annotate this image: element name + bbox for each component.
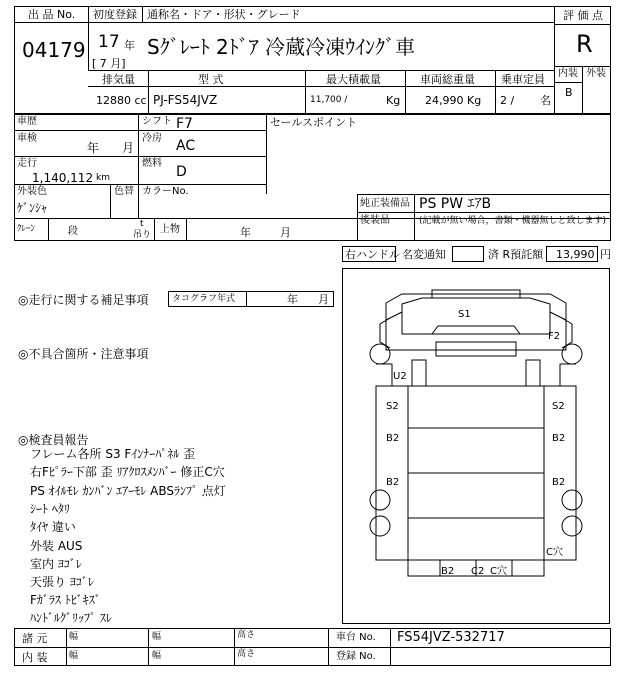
score-label: 評 価 点 [563, 9, 603, 22]
damage-mark: B2 [441, 566, 455, 577]
max-load-label: 最大積載量 [326, 73, 381, 86]
interior-row-label: 内 装 [22, 651, 48, 664]
displacement-label: 排気量 [102, 73, 135, 86]
lot-number: 04179 [22, 38, 86, 62]
crane-label: ｸﾚｰﾝ [17, 224, 36, 234]
crane-hang: 吊り [133, 230, 152, 240]
interior-label: 内装 [558, 68, 578, 79]
car-name: Sｸﾞﾚｰﾄ 2ﾄﾞｱ 冷蔵冷凍ｳｲﾝｸﾞ車 [147, 35, 416, 59]
reg-year: 17 [98, 32, 120, 52]
inspector-report-label: ◎検査員報告 [18, 433, 89, 447]
specs-label: 諸 元 [22, 632, 48, 645]
displacement-value: 12880 cc [96, 94, 147, 107]
tacho-year: 年 [287, 293, 298, 306]
mileage-value: 1,140,112 [32, 171, 94, 185]
inspector-line: ﾊﾝﾄﾞﾙｸﾞﾘｯﾌﾟ ｽﾚ [30, 611, 112, 625]
model-label: 型 式 [198, 73, 224, 86]
reg-month: [ 7 月] [92, 57, 126, 70]
dims-label-1: 幅 [69, 632, 79, 642]
inspection-year: 年 [87, 141, 100, 155]
recycle-amount: 13,990 [556, 248, 595, 261]
height-label-1: 高さ [237, 630, 256, 640]
history-label: 車歴 [17, 116, 37, 127]
shift-label: シフト [142, 116, 172, 127]
damage-mark: F2 [548, 331, 561, 342]
max-load-value: 11,700 / [310, 95, 348, 105]
driving-notes-label: ◎走行に関する補足事項 [18, 293, 149, 307]
inspection-label: 車検 [17, 133, 37, 144]
score-value: R [576, 30, 593, 58]
damage-mark: C穴 [490, 566, 507, 577]
interior-grade: B [565, 86, 573, 99]
ac-label: 冷房 [142, 133, 162, 144]
first-reg-label: 初度登録 [93, 8, 137, 21]
damage-mark: B2 [386, 433, 400, 444]
color-value: ｹﾞﾝｼｬ [17, 201, 48, 215]
upper-label: 上物 [160, 224, 180, 235]
damage-mark: B2 [552, 477, 566, 488]
chassis-no-value: FS54JVZ-532717 [397, 630, 505, 645]
fuel-label: 燃料 [142, 158, 162, 169]
upper-year: 年 [240, 226, 251, 239]
damage-mark: B2 [552, 433, 566, 444]
color-no-label: カラーNo. [142, 186, 189, 197]
equipment-value: PS PW ｴｱB [419, 196, 492, 212]
reg-year-unit: 年 [124, 39, 135, 52]
damage-mark: U2 [393, 371, 407, 382]
ac-value: AC [176, 138, 196, 154]
model-value: PJ-FS54JVZ [153, 93, 218, 107]
damage-mark: C2 [471, 566, 485, 577]
gvw-label: 車両総重量 [420, 73, 475, 86]
height-label-2: 高さ [237, 649, 256, 659]
inspector-line: Fｶﾞﾗｽ ﾄﾋﾞｷｽﾞ [30, 593, 101, 607]
name-change-label: 名変通知 [402, 248, 446, 261]
mileage-label: 走行 [17, 158, 37, 169]
tacho-label: タコグラフ年式 [172, 294, 236, 304]
aftermarket-label: 後装品 [360, 215, 390, 226]
inspector-line: 天張り ﾖｺﾞﾚ [30, 575, 94, 589]
equipment-label: 純正装備品 [360, 198, 410, 209]
reg-no-label: 登録 No. [336, 651, 376, 662]
inspector-line: ﾀｲﾔ 違い [30, 520, 76, 534]
name-change-box [452, 246, 484, 262]
dims-label-4: 幅 [152, 651, 162, 661]
damage-mark: S2 [552, 401, 565, 412]
dims-label-2: 幅 [69, 651, 79, 661]
damage-mark: S1 [458, 309, 471, 320]
crane-stage: 段 [68, 226, 78, 237]
fuel-value: D [176, 164, 187, 180]
dims-label-3: 幅 [152, 632, 162, 642]
color-change-label: 色替 [114, 186, 134, 197]
right-handle-label: 右ハンドル [345, 248, 400, 261]
recycle-unit: 円 [600, 248, 611, 261]
damage-mark: B2 [386, 477, 400, 488]
exterior-label: 外装 [586, 68, 606, 79]
shift-value: F7 [176, 116, 193, 132]
capacity-label: 乗車定員 [501, 73, 545, 86]
name-label: 通称名・ドア・形状・グレード [147, 8, 301, 21]
color-label: 外装色 [17, 186, 47, 197]
recycle-label: 済 R預託額 [488, 248, 544, 261]
inspector-line: フレーム各所 S3 Fｲﾝﾅｰﾊﾟﾈﾙ 歪 [30, 447, 196, 461]
inspector-line: PS ｵｲﾙﾓﾚ ｶﾝﾊﾞﾝ ｴｱｰﾓﾚ ABSﾗﾝﾌﾟ 点灯 [30, 484, 226, 498]
tacho-month: 月 [318, 293, 329, 306]
inspection-month: 月 [122, 141, 135, 155]
defects-label: ◎不具合箇所・注意事項 [18, 347, 149, 361]
capacity-value: 2 / [500, 94, 515, 107]
sales-point-label: セールスポイント [270, 116, 358, 129]
max-load-unit: Kg [386, 94, 401, 107]
chassis-no-label: 車台 No. [336, 632, 376, 643]
mileage-unit: km [96, 173, 110, 183]
damage-mark: S2 [386, 401, 399, 412]
inspector-line: 外装 AUS [30, 539, 83, 553]
capacity-unit: 名 [540, 94, 551, 107]
lot-no-label: 出 品 No. [28, 8, 76, 21]
upper-month: 月 [280, 226, 291, 239]
damage-mark: C穴 [546, 547, 563, 558]
crane-t: t [140, 219, 144, 229]
aftermarket-note: (記載が無い場合，書類・機器無しと致します) [419, 216, 607, 226]
inspector-line: 室内 ﾖｺﾞﾚ [30, 557, 82, 571]
gvw-value: 24,990 Kg [425, 94, 482, 107]
inspector-line: ｼｰﾄ ﾍﾀﾘ [30, 502, 70, 516]
inspector-line: 右Fﾋﾟﾗｰ下部 歪 ﾘｱｸﾛｽﾒﾝﾊﾞｰ 修正C穴 [30, 465, 225, 479]
